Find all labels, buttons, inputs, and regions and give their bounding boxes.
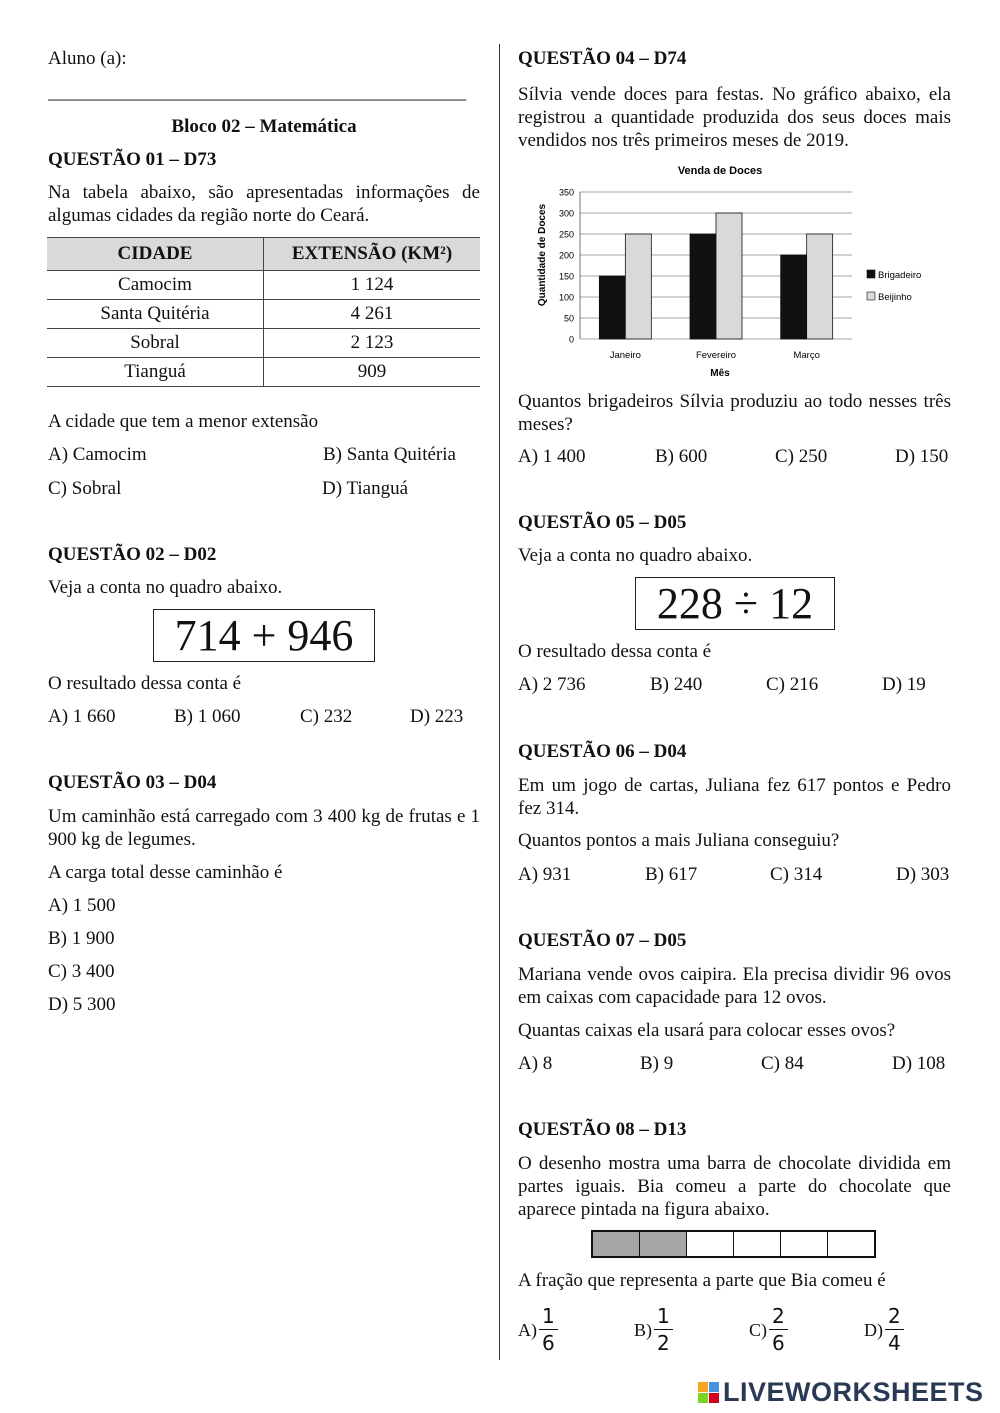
fraction-numerator: 1	[654, 1304, 673, 1330]
student-label: Aluno (a):	[48, 48, 127, 69]
chart-y-tick-label: 350	[558, 187, 574, 198]
chart-x-axis-label: Mês	[710, 368, 730, 379]
column-divider	[499, 44, 500, 1360]
q07-option-a[interactable]: A) 8	[518, 1053, 553, 1074]
q08-option-c[interactable]	[749, 1304, 788, 1356]
table-header-row	[47, 238, 480, 271]
chart-title: Venda de Doces	[677, 165, 763, 177]
q08-option-d[interactable]	[864, 1304, 904, 1356]
table-cell-area: 2 123	[264, 329, 481, 358]
table-row	[47, 329, 480, 358]
fraction	[885, 1304, 904, 1356]
table-cell-city: Sobral	[47, 329, 264, 358]
q07-option-d[interactable]: D) 108	[892, 1053, 946, 1074]
chart-x-tick-label: Fevereiro	[695, 350, 737, 361]
logo-square	[709, 1393, 719, 1403]
logo-square	[698, 1393, 708, 1403]
q06-title: QUESTÃO 06 – D04	[518, 741, 687, 762]
fraction-numerator: 1	[539, 1304, 558, 1330]
q07-title: QUESTÃO 07 – D05	[518, 930, 687, 951]
q04-option-a[interactable]: A) 1 400	[518, 446, 586, 467]
chart-legend-swatch	[867, 292, 875, 300]
q07-option-c[interactable]: C) 84	[761, 1053, 804, 1074]
q01-option-b[interactable]: B) Santa Quitéria	[323, 444, 456, 465]
q02-prompt: O resultado dessa conta é	[48, 673, 242, 694]
chart-y-tick-label: 0	[568, 334, 574, 345]
q03-option-b[interactable]: B) 1 900	[48, 928, 115, 949]
table-row	[47, 358, 480, 387]
fraction-denominator: 6	[542, 1331, 555, 1355]
chart-bar-beijinho	[625, 234, 651, 339]
table-cell-city: Camocim	[47, 271, 264, 300]
fraction-denominator: 2	[657, 1331, 670, 1355]
q02-text: Veja a conta no quadro abaixo.	[48, 577, 283, 598]
q03-text: Um caminhão está carregado com 3 400 kg de frutas e 1 900 kg de legumes.	[48, 806, 480, 850]
q07-option-b[interactable]: B) 9	[640, 1053, 674, 1074]
chocolate-part-shaded	[640, 1232, 687, 1256]
option-label: C)	[749, 1319, 767, 1340]
q04-option-b[interactable]: B) 600	[655, 446, 708, 467]
q06-option-d[interactable]: D) 303	[896, 864, 950, 885]
fraction-denominator: 6	[772, 1331, 785, 1355]
q05-option-b[interactable]: B) 240	[650, 674, 703, 695]
chart-y-tick-label: 300	[558, 208, 574, 219]
chart-legend-swatch	[867, 270, 875, 278]
q05-option-d[interactable]: D) 19	[882, 674, 926, 695]
logo-square	[709, 1382, 719, 1392]
fraction	[769, 1304, 788, 1356]
q02-option-d[interactable]: D) 223	[410, 706, 464, 727]
q01-table	[47, 237, 480, 387]
chart-y-axis-label: Quantidade de Doces	[537, 203, 548, 307]
table-row	[47, 271, 480, 300]
fraction-numerator: 2	[885, 1304, 904, 1330]
q01-option-d[interactable]: D) Tianguá	[322, 478, 409, 499]
q08-title: QUESTÃO 08 – D13	[518, 1119, 687, 1140]
logo-icon	[698, 1382, 719, 1403]
chart-x-tick-label: Janeiro	[609, 350, 641, 361]
chart-bar-beijinho	[716, 213, 742, 339]
fraction	[539, 1304, 558, 1356]
chart-bar-brigadeiro	[690, 234, 716, 339]
q03-prompt: A carga total desse caminhão é	[48, 862, 283, 883]
table-header-city: CIDADE	[47, 238, 264, 271]
q08-prompt: A fração que representa a parte que Bia comeu é	[518, 1270, 886, 1291]
q02-title: QUESTÃO 02 – D02	[48, 544, 217, 565]
chocolate-part	[781, 1232, 828, 1256]
q05-text: Veja a conta no quadro abaixo.	[518, 545, 753, 566]
q02-expression-box: 714 + 946	[153, 609, 375, 662]
q03-option-a[interactable]: A) 1 500	[48, 895, 116, 916]
q03-option-c[interactable]: C) 3 400	[48, 961, 115, 982]
chocolate-part-shaded	[593, 1232, 640, 1256]
q04-prompt: Quantos brigadeiros Sílvia produziu ao todo nesses três meses?	[518, 391, 951, 435]
table-cell-area: 4 261	[264, 300, 481, 329]
table-header-area: EXTENSÃO (KM²)	[264, 238, 481, 271]
q03-option-d[interactable]: D) 5 300	[48, 994, 116, 1015]
q04-title: QUESTÃO 04 – D74	[518, 48, 687, 69]
chocolate-bar	[591, 1230, 876, 1258]
q06-option-b[interactable]: B) 617	[645, 864, 698, 885]
chocolate-part	[734, 1232, 781, 1256]
chart-bar-beijinho	[807, 234, 833, 339]
table-cell-city: Tianguá	[47, 358, 264, 387]
chart-y-tick-label: 150	[558, 271, 574, 282]
chart-y-tick-label: 200	[558, 250, 574, 261]
chocolate-part	[687, 1232, 734, 1256]
table-cell-area: 909	[264, 358, 481, 387]
q04-option-c[interactable]: C) 250	[775, 446, 828, 467]
q04-option-d[interactable]: D) 150	[895, 446, 949, 467]
q07-text: Mariana vende ovos caipira. Ela precisa dividir 96 ovos em caixas com capacidade para 12 ovos.	[518, 964, 951, 1008]
fraction	[654, 1304, 673, 1356]
sweets-sales-chart	[530, 158, 950, 384]
chart-bar-brigadeiro	[781, 255, 807, 339]
table-cell-area: 1 124	[264, 271, 481, 300]
q01-option-a[interactable]: A) Camocim	[48, 444, 147, 465]
q08-option-b[interactable]	[634, 1304, 673, 1356]
q03-title: QUESTÃO 03 – D04	[48, 772, 217, 793]
q06-option-c[interactable]: C) 314	[770, 864, 823, 885]
option-label: B)	[634, 1319, 652, 1340]
q01-option-c[interactable]: C) Sobral	[48, 478, 122, 499]
chart-x-tick-label: Março	[793, 350, 820, 361]
table-row	[47, 300, 480, 329]
q05-prompt: O resultado dessa conta é	[518, 641, 712, 662]
option-label: A)	[518, 1319, 537, 1340]
option-label: D)	[864, 1319, 883, 1340]
block-title: Bloco 02 – Matemática	[171, 116, 357, 137]
q01-title: QUESTÃO 01 – D73	[48, 149, 217, 170]
q02-option-b[interactable]: B) 1 060	[174, 706, 241, 727]
chart-legend-label: Brigadeiro	[878, 270, 922, 281]
q05-option-c[interactable]: C) 216	[766, 674, 819, 695]
q01-text: Na tabela abaixo, são apresentadas informações de algumas cidades da região norte do Ceará.	[48, 182, 480, 226]
student-name-line: ____________________________________________	[48, 82, 466, 103]
chart-y-tick-label: 100	[558, 292, 574, 303]
logo-text: LIVEWORKSHEETS	[723, 1377, 984, 1407]
logo-square	[698, 1382, 708, 1392]
q06-option-a[interactable]: A) 931	[518, 864, 572, 885]
q06-prompt: Quantos pontos a mais Juliana conseguiu?	[518, 830, 840, 851]
table-cell-city: Santa Quitéria	[47, 300, 264, 329]
chart-y-tick-label: 250	[558, 229, 574, 240]
q05-title: QUESTÃO 05 – D05	[518, 512, 687, 533]
q01-prompt: A cidade que tem a menor extensão	[48, 411, 319, 432]
chart-bar-brigadeiro	[599, 276, 625, 339]
q07-prompt: Quantas caixas ela usará para colocar esses ovos?	[518, 1020, 896, 1041]
fraction-denominator: 4	[888, 1331, 901, 1355]
q04-text: Sílvia vende doces para festas. No gráfico abaixo, ela registrou a quantidade produzida dos seus doces mais vendidos nos três primeiros meses de 2019.	[518, 84, 951, 151]
q08-option-a[interactable]	[518, 1304, 558, 1356]
q05-expression-box: 228 ÷ 12	[635, 577, 835, 630]
q06-text: Em um jogo de cartas, Juliana fez 617 pontos e Pedro fez 314.	[518, 775, 951, 819]
q08-text: O desenho mostra uma barra de chocolate dividida em partes iguais. Bia comeu a parte do chocolate que aparece pintada na figura abaixo.	[518, 1153, 951, 1220]
chart-y-tick-label: 50	[563, 313, 574, 324]
q02-option-a[interactable]: A) 1 660	[48, 706, 116, 727]
q02-option-c[interactable]: C) 232	[300, 706, 353, 727]
chart-legend-label: Beijinho	[878, 292, 912, 303]
liveworksheets-logo[interactable]	[698, 1377, 984, 1408]
q05-option-a[interactable]: A) 2 736	[518, 674, 586, 695]
chocolate-part	[828, 1232, 874, 1256]
fraction-numerator: 2	[769, 1304, 788, 1330]
